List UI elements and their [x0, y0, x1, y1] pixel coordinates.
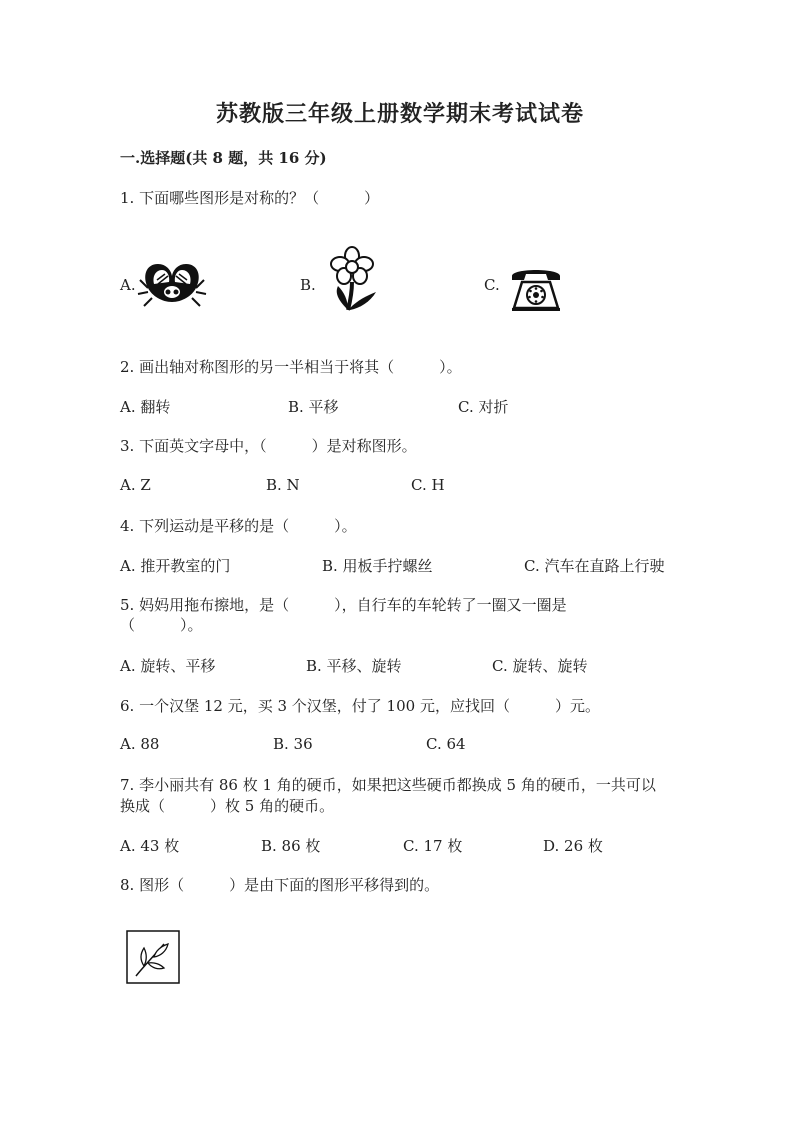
q6-option-b: B. 36: [273, 735, 313, 753]
q4-option-b: B. 用板手拧螺丝: [322, 557, 433, 575]
telephone-icon: [508, 264, 564, 312]
question-2: 2. 画出轴对称图形的另一半相当于将其（ ）。: [120, 358, 462, 376]
q6-option-a: A. 88: [120, 735, 160, 753]
q2-option-b: B. 平移: [288, 398, 339, 416]
question-8: 8. 图形（ ）是由下面的图形平移得到的。: [120, 876, 440, 894]
question-4: 4. 下列运动是平移的是（ ）。: [120, 517, 357, 535]
q7-option-d: D. 26 枚: [543, 837, 603, 855]
question-7-line-1: 7. 李小丽共有 86 枚 1 角的硬币，如果把这些硬币都换成 5 角的硬币，一共可以: [120, 776, 656, 794]
q1-option-b: B.: [300, 276, 316, 294]
q2-option-c: C. 对折: [458, 398, 509, 416]
question-7-line-2: 换成（ ）枚 5 角的硬币。: [120, 797, 335, 815]
flower-icon: [320, 246, 384, 312]
q1-option-a: A.: [120, 276, 136, 294]
q3-option-b: B. N: [266, 476, 300, 494]
q7-option-c: C. 17 枚: [403, 837, 463, 855]
q3-option-a: A. Z: [120, 476, 151, 494]
q5-option-b: B. 平移、旋转: [306, 657, 402, 675]
q5-option-a: A. 旋转、平移: [120, 657, 216, 675]
question-6: 6. 一个汉堡 12 元，买 3 个汉堡，付了 100 元，应找回（ ）元。: [120, 697, 600, 715]
q6-option-c: C. 64: [426, 735, 466, 753]
section-heading: 一.选择题(共 8 题，共 16 分): [120, 149, 327, 167]
question-5-line-2: （ ）。: [120, 616, 203, 634]
leaf-branch-icon: [126, 930, 180, 984]
q7-option-a: A. 43 枚: [120, 837, 180, 855]
question-3: 3. 下面英文字母中，（ ）是对称图形。: [120, 437, 417, 455]
question-5-line-1: 5. 妈妈用拖布擦地，是（ ），自行车的车轮转了一圈又一圈是: [120, 596, 567, 614]
q4-option-c: C. 汽车在直路上行驶: [524, 557, 665, 575]
q2-option-a: A. 翻转: [120, 398, 171, 416]
page-title: 苏教版三年级上册数学期末考试试卷: [215, 101, 584, 127]
q5-option-c: C. 旋转、旋转: [492, 657, 588, 675]
question-1: 1. 下面哪些图形是对称的？（ ）: [120, 189, 380, 207]
q3-option-c: C. H: [411, 476, 445, 494]
bug-icon: [138, 258, 206, 308]
q1-option-c: C.: [484, 276, 500, 294]
q4-option-a: A. 推开教室的门: [120, 557, 231, 575]
q7-option-b: B. 86 枚: [261, 837, 321, 855]
